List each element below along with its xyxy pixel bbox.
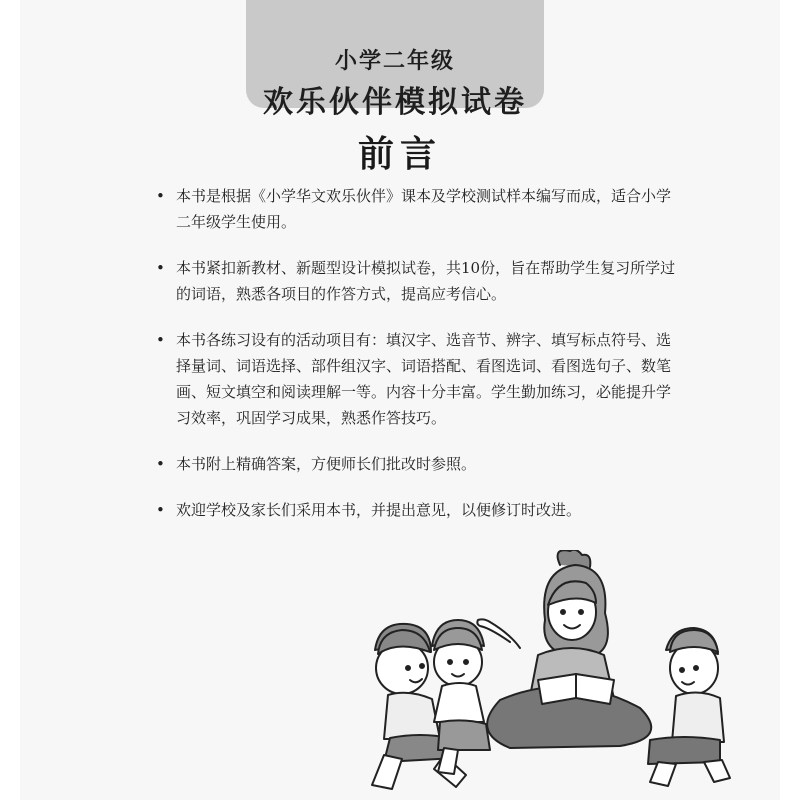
teacher-figure xyxy=(477,550,651,748)
grade-label: 小学二年级 xyxy=(334,49,455,74)
preface-bullet xyxy=(156,327,676,431)
boy-figure-right xyxy=(648,628,730,786)
preface-bullet xyxy=(156,451,676,477)
bullet-marker-icon: • xyxy=(156,187,165,205)
bullet-text: 本书各练习设有的活动项目有：填汉字、选音节、辨字、填写标点符号、选择量词、词语选择、部件组汉字、词语搭配、看图选词、看图选句子、数笔画、短文填空和阅读理解一等。内容十分丰富。学生勤加练习，必能提升学习效率，巩固学习成果，熟悉作答技巧。 xyxy=(176,331,672,427)
bullet-marker-icon: • xyxy=(156,501,165,519)
preface-bullet xyxy=(156,497,676,523)
bullet-text: 本书紧扣新教材、新题型设计模拟试卷，共10份，旨在帮助学生复习所学过的词语，熟悉各项目的作答方式，提高应考信心。 xyxy=(176,259,676,303)
bullet-text: 本书是根据《小学华文欢乐伙伴》课本及学校测试样本编写而成，适合小学二年级学生使用。 xyxy=(176,187,672,231)
book-title: 欢乐伙伴模拟试卷 xyxy=(263,85,527,120)
preface-bullet xyxy=(156,183,676,235)
preface-heading: 前言 xyxy=(357,134,442,175)
bullet-marker-icon: • xyxy=(156,455,165,473)
teacher-reading-to-children-illustration xyxy=(360,550,750,795)
bullet-text: 欢迎学校及家长们采用本书，并提出意见，以便修订时改进。 xyxy=(176,501,582,519)
preface-bullet-list xyxy=(156,183,676,543)
header-banner xyxy=(246,0,544,120)
book-page xyxy=(20,0,780,800)
bullet-marker-icon: • xyxy=(156,259,165,277)
bullet-marker-icon: • xyxy=(156,331,165,349)
child-figure-middle xyxy=(432,620,490,774)
preface-bullet xyxy=(156,255,676,307)
bullet-text: 本书附上精确答案，方便师长们批改时参照。 xyxy=(176,455,477,473)
